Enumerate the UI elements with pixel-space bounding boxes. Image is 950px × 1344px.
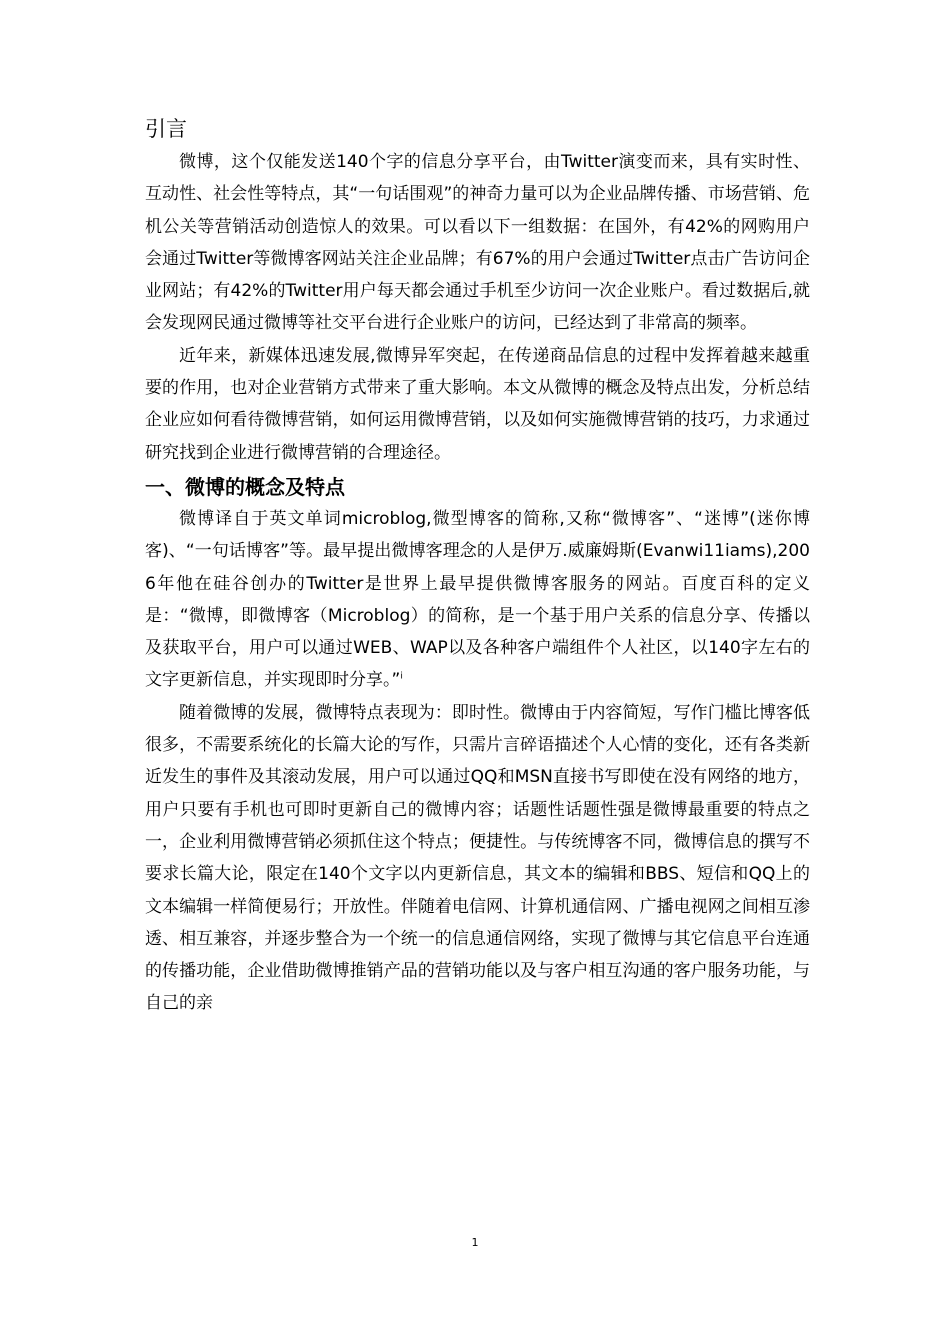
section-1-paragraph-2: 随着微博的发展，微博特点表现为：即时性。微博由于内容简短，写作门槛比博客低很多，不需要系统化的长篇大论的写作，只需片言碎语描述个人心情的变化，还有各类新近发生的事件及其滚动发展，用户可以通过QQ和MSN直接书写即使在没有网络的地方，用户只要有手机也可即时更新自己的微博内容；话题性话题性强是微博最重要的特点之一，企业利用微博营销必须抓住这个特点；便捷性。与传统博客不同，微博信息的撰写不要求长篇大论，限定在140个文字以内更新信息，其文本的编辑和BBS、短信和QQ上的文本编辑一样简便易行；开放性。伴随着电信网、计算机通信网、广播电视网之间相互渗透、相互兼容，并逐步整合为一个统一的信息通信网络，实现了微博与其它信息平台连通的传播功能，企业借助微博推销产品的营销功能以及与客户相互沟通的客户服务功能，与自己的亲	[145, 702, 810, 1014]
intro-paragraph-1: 微博，这个仅能发送140个字的信息分享平台，由Twitter演变而来，具有实时性、互动性、社会性等特点，其“一句话围观”的神奇力量可以为企业品牌传播、市场营销、危机公关等营销活动创造惊人的效果。可以看以下一组数据：在国外，有42%的网购用户会通过Twitter等微博客网站关注企业品牌；有67%的用户会通过Twitter点击广告访问企业网站；有42%的Twitter用户每天都会通过手机至少访问一次企业账户。看过数据后,就会发现网民通过微博等社交平台进行企业账户的访问，已经达到了非常高的频率。	[145, 152, 810, 334]
intro-heading: 引言	[145, 117, 187, 141]
section-1-paragraph-1-text: 微博译自于英文单词microblog,微型博客的简称,又称“微博客”、“迷博”(迷你博客)、“一句话博客”等。最早提出微博客理念的人是伊万.威廉姆斯(Evanwi11iams),2006年他在硅谷创办的Twitter是世界上最早提供微博客服务的网站。百度百科的定义是：“微博，即微博客（Microblog）的简称，是一个基于用户关系的信息分享、传播以及获取平台，用户可以通过WEB、WAP以及各种客户端组件个人社区，以140字左右的文字更新信息，并实现即时分享。”	[145, 508, 810, 691]
page-body	[145, 112, 810, 1020]
section-1-paragraph-1	[145, 503, 810, 697]
section-1-heading: 一、微博的概念及特点	[145, 474, 345, 499]
footnote-reference[interactable]: i	[400, 671, 403, 682]
intro-paragraph-2: 近年来，新媒体迅速发展,微博异军突起，在传递商品信息的过程中发挥着越来越重要的作用，也对企业营销方式带来了重大影响。本文从微博的概念及特点出发，分析总结企业应如何看待微博营销，如何运用微博营销，以及如何实施微博营销的技巧，力求通过研究找到企业进行微博营销的合理途径。	[145, 345, 810, 463]
page-number: 1	[471, 1236, 479, 1249]
